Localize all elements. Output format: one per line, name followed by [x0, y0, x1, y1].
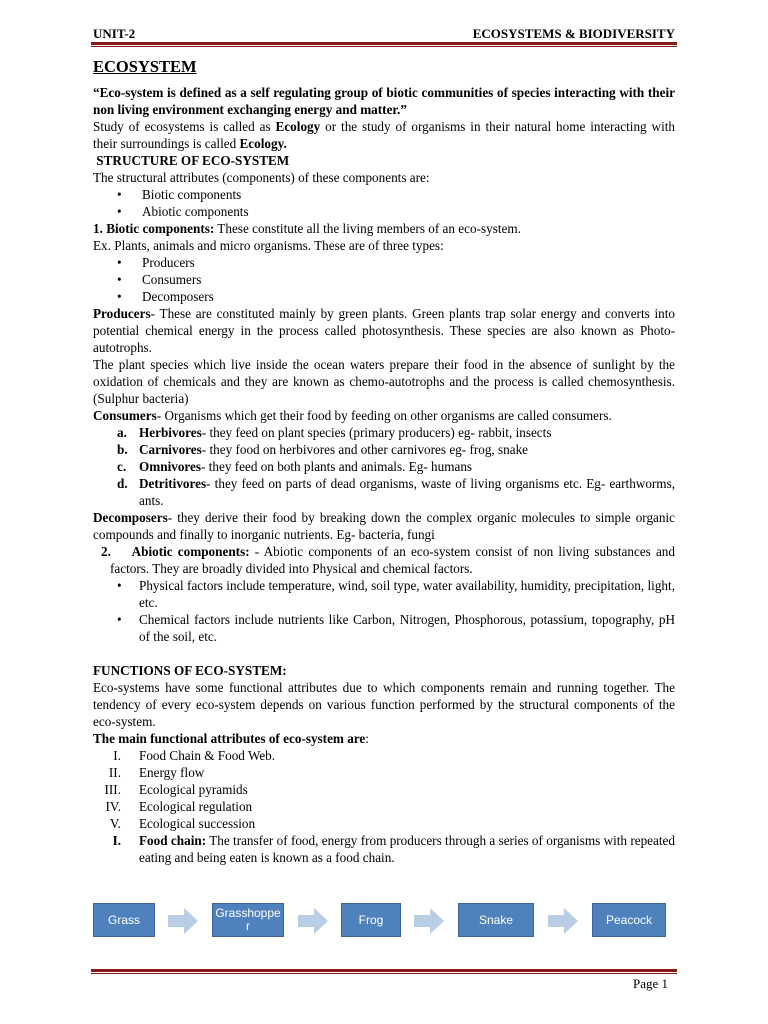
list-item: c. Omnivores- they feed on both plants and animals. Eg- humans	[117, 459, 473, 474]
list-item: IV. Ecological regulation	[105, 799, 253, 814]
food-chain-definition: I. Food chain: The transfer of food, energy from producers through a series of organisms with repeated eating and being eaten is known as a food chain.	[112, 833, 675, 865]
list-item: b. Carnivores- they food on herbivores and other carnivores eg- frog, snake	[117, 442, 529, 457]
abiotic-paragraph: 2. Abiotic components: - Abiotic components of an eco-system consist of non living substances and factors. They are broadly divided into Physical and chemical factors.	[101, 544, 675, 576]
ecosystem-definition: “Eco-system is defined as a self regulating group of biotic communities of species interacting with their non living environment exchanging energy and matter.”	[93, 85, 675, 117]
list-item: d. Detritivores- they feed on parts of dead organisms, waste of living organisms etc. Eg- earthworms, ants.	[117, 476, 675, 508]
list-item: I. Food Chain & Food Web.	[113, 748, 276, 763]
functions-list	[93, 747, 675, 866]
structure-list	[93, 186, 675, 220]
abiotic-factors-list	[93, 577, 675, 645]
list-item: II. Energy flow	[108, 765, 205, 780]
list-item: • Physical factors include temperature, wind, soil type, water availability, humidity, precipitation, light, etc.	[93, 577, 675, 611]
producers-paragraph: Producers- These are constituted mainly by green plants. Green plants trap solar energy and converts into potential chemical energy in the process called photosynthesis. These species are also known as Photo- autotrophs.	[93, 306, 675, 355]
right-arrow-icon	[298, 908, 328, 934]
structure-heading: STRUCTURE OF ECO-SYSTEM	[93, 153, 290, 168]
header-subject: ECOSYSTEMS & BIODIVERSITY	[472, 26, 675, 41]
food-chain-node-grasshopper: Grasshopper	[212, 903, 284, 937]
food-chain-node-snake: Snake	[458, 903, 534, 937]
list-item: III. Ecological pyramids	[104, 782, 248, 797]
header-unit: UNIT-2	[93, 26, 136, 41]
page-content	[93, 58, 675, 866]
page-title: ECOSYSTEM	[93, 57, 197, 76]
intro-paragraph: Study of ecosystems is called as Ecology or the study of organisms in their natural home interacting with their surroundings is called Ecology.	[93, 119, 675, 151]
chemosynthesis-paragraph: The plant species which live inside the ocean waters prepare their food in the absence of sunlight by the oxidation of chemicals and they are known as chemo-autotrophs and the process is called chemosynthesis. (Sulphur bacteria)	[93, 357, 675, 406]
functions-paragraph: Eco-systems have some functional attributes due to which components remain and running together. The tendency of every eco-system depends on various function performed by the structural components of the eco-system.	[93, 680, 675, 729]
right-arrow-icon	[414, 908, 444, 934]
footer-rule	[91, 969, 677, 974]
list-item: • Abiotic components	[93, 203, 675, 220]
list-item: • Biotic components	[93, 186, 675, 203]
header-rule	[91, 42, 677, 47]
food-chain-node-grass: Grass	[93, 903, 155, 937]
consumer-types-list	[93, 424, 675, 509]
right-arrow-icon	[168, 908, 198, 934]
list-item: V. Ecological succession	[109, 816, 256, 831]
list-item: • Decomposers	[93, 288, 675, 305]
consumers-paragraph: Consumers- Organisms which get their food by feeding on other organisms are called consumers.	[93, 408, 612, 423]
list-item: a. Herbivores- they feed on plant species (primary producers) eg- rabbit, insects	[117, 425, 552, 440]
list-item: • Producers	[93, 254, 675, 271]
decomposers-paragraph: Decomposers- they derive their food by breaking down the complex organic molecules to simple organic compounds and finally to inorganic nutrients. Eg- bacteria, fungi	[93, 510, 675, 542]
page-number: Page 1	[632, 976, 668, 991]
food-chain-diagram	[0, 903, 768, 939]
food-chain-node-frog: Frog	[341, 903, 401, 937]
page-header	[93, 26, 675, 42]
biotic-example: Ex. Plants, animals and micro organisms. These are of three types:	[93, 238, 444, 253]
functions-main-label: The main functional attributes of eco-system are:	[93, 731, 369, 746]
list-item: • Consumers	[93, 271, 675, 288]
food-chain-node-peacock: Peacock	[592, 903, 666, 937]
list-item: • Chemical factors include nutrients like Carbon, Nitrogen, Phosphorous, potassium, topography, pH of the soil, etc.	[93, 611, 675, 645]
right-arrow-icon	[548, 908, 578, 934]
structure-lead: The structural attributes (components) of these components are:	[93, 170, 430, 185]
functions-heading: FUNCTIONS OF ECO-SYSTEM:	[93, 663, 287, 678]
biotic-heading: 1. Biotic components: These constitute all the living members of an eco-system.	[93, 221, 521, 236]
biotic-types-list	[93, 254, 675, 305]
